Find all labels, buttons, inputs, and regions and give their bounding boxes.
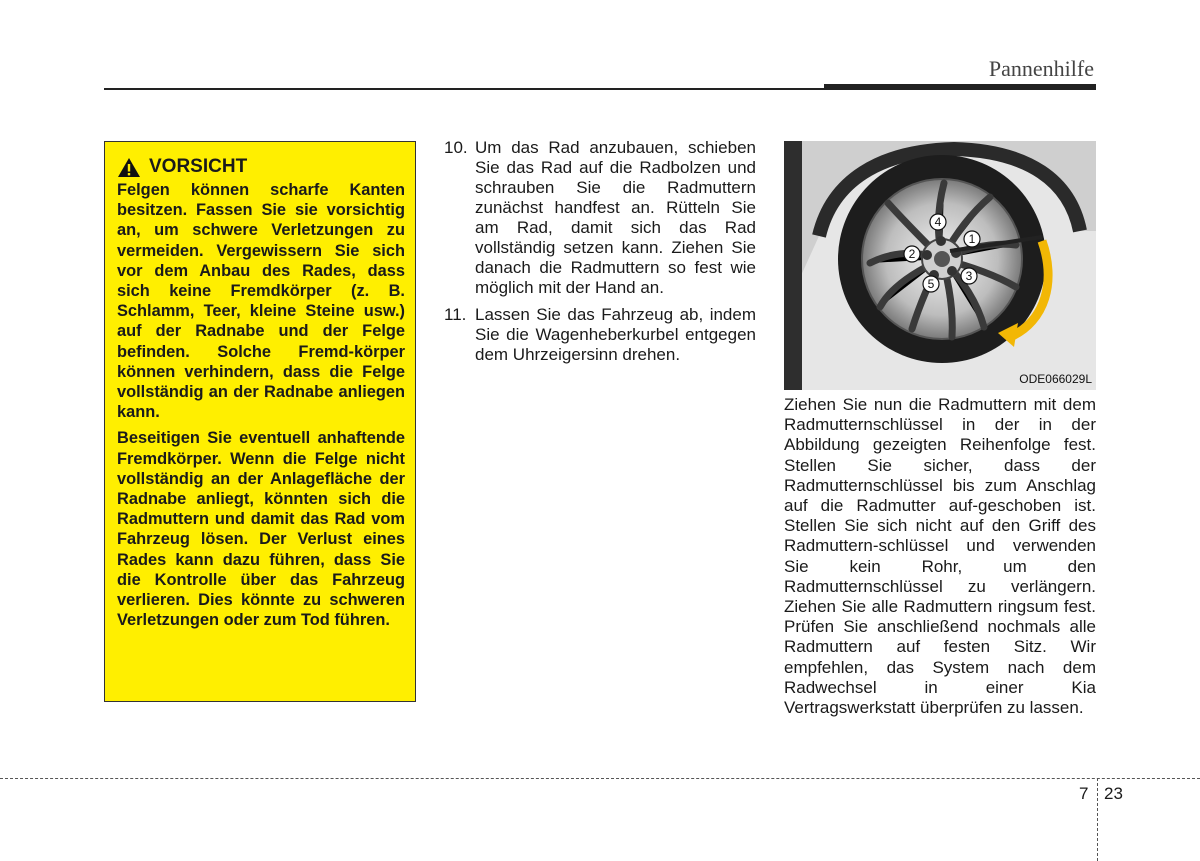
section-title: Pannenhilfe [988, 56, 1094, 81]
step-item [444, 305, 756, 365]
warning-triangle-icon [117, 157, 141, 178]
wheel-nut-tightening-illustration [784, 141, 1096, 390]
label-3: 3 [965, 269, 973, 283]
label-4: 4 [934, 215, 942, 229]
page-number: 23 [1104, 784, 1123, 803]
header-rule-accent [824, 84, 1096, 89]
step-number: 11. [444, 305, 467, 324]
label-5: 5 [927, 277, 935, 291]
instruction-steps [444, 138, 756, 372]
label-1: 1 [968, 232, 976, 246]
figure-code: ODE066029L [1019, 372, 1092, 386]
warning-title: VORSICHT [149, 156, 248, 177]
chapter-number: 7 [1079, 784, 1089, 803]
wheel-illustration [784, 141, 1096, 390]
label-2: 2 [908, 247, 916, 261]
warning-box [104, 141, 416, 702]
warning-heading [117, 156, 405, 178]
step-text: Lassen Sie das Fahrzeug ab, indem Sie die Wagenheberkurbel entgegen dem Uhrzeigersinn drehen. [475, 305, 756, 364]
step-number: 10. [444, 138, 468, 157]
step-item [444, 138, 756, 298]
body-paragraph: Ziehen Sie nun die Radmuttern mit dem Radmutternschlüssel in der in der Abbildung gezeigten Reihenfolge fest. Stellen Sie sicher, dass der Radmutternschlüssel bis zum Anschlag auf die Radmutter auf-geschoben ist. Stellen Sie sich nicht auf den Griff des Radmuttern-schlüssel und verwenden Sie kein Rohr, um den Radmutternschlüssel zu verlängern. Ziehen Sie alle Radmuttern ringsum fest. Prüfen Sie anschließend nochmals alle Radmuttern auf festen Sitz. Wir empfehlen, das System nach dem Radwechsel in einer Kia Vertragswerkstatt überprüfen zu lassen. [784, 395, 1096, 718]
warning-paragraph: Beseitigen Sie eventuell anhaftende Fremdkörper. Wenn die Felge nicht vollständig an der Anlagefläche der Radnabe anliegt, könnten sich die Radmuttern und damit das Rad vom Fahrzeug lösen. Der Verlust eines Rades kann dazu führen, dass Sie die Kontrolle über das Fahrzeug verlieren. Dies könnte zu schweren Verletzungen oder zum Tod führen. [117, 429, 405, 630]
footer-divider [1097, 778, 1098, 861]
warning-paragraph: Felgen können scharfe Kanten besitzen. Fassen Sie sie vorsichtig an, um schwere Verletzungen zu vermeiden. Vergewissern Sie sich vor dem Anbau des Rades, dass sich keine Fremdkörper (z. B. Schlamm, Teer, kleine Steine usw.) auf der Radnabe und der Felge befinden. Solche Fremd-körper können verhindern, dass die Felge vollständig an der Radnabe anliegen kann. [117, 181, 405, 422]
step-text: Um das Rad anzubauen, schieben Sie das Rad auf die Radbolzen und schrauben Sie die Radmuttern zunächst handfest an. Rütteln Sie am Rad, damit sich das Rad vollständig setzen kann. Ziehen Sie danach die Radmuttern so fest wie möglich mit der Hand an. [475, 138, 756, 297]
footer-rule [0, 778, 1200, 779]
